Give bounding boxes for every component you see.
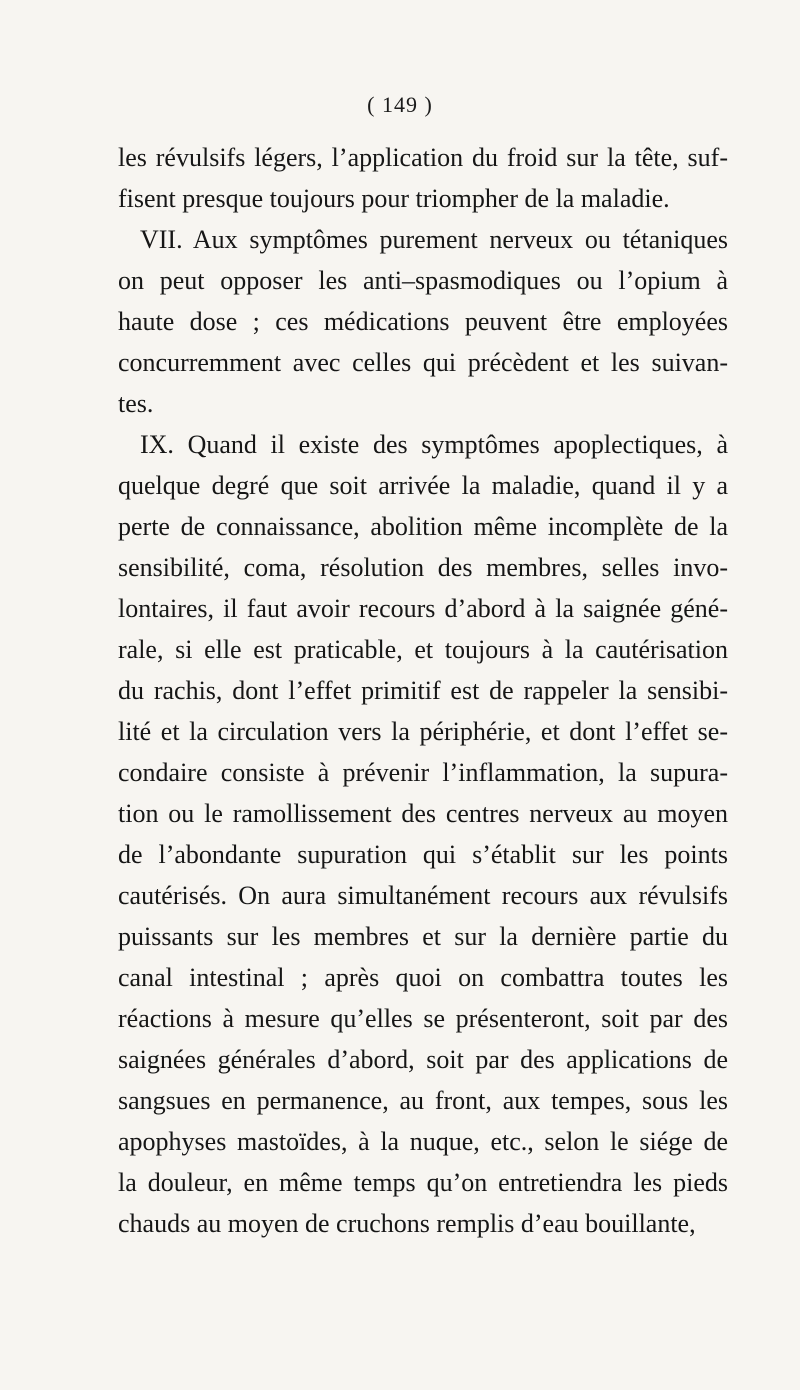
text-line: condaire consiste à prévenir l’inflammation, la supura-: [118, 758, 728, 787]
text-line: la douleur, en même temps qu’on entretiendra les pieds: [118, 1168, 728, 1197]
text-line: sangsues en permanence, au front, aux tempes, sous les: [118, 1086, 728, 1115]
text-line: haute dose ; ces médications peuvent être employées: [118, 307, 728, 336]
text-line: IX. Quand il existe des symptômes apoplectiques, à: [140, 430, 728, 459]
text-line: du rachis, dont l’effet primitif est de rappeler la sensibi-: [118, 676, 728, 705]
text-line: fisent presque toujours pour triompher de la maladie.: [118, 184, 670, 213]
text-line: on peut opposer les anti–spasmodiques ou l’opium à: [118, 266, 728, 295]
text-line: de l’abondante supuration qui s’établit sur les points: [118, 840, 728, 869]
text-line: lité et la circulation vers la périphérie, et dont l’effet se-: [118, 717, 728, 746]
text-line: canal intestinal ; après quoi on combattra toutes les: [118, 963, 728, 992]
text-line: lontaires, il faut avoir recours d’abord à la saignée géné-: [118, 594, 728, 623]
text-line: tion ou le ramollissement des centres nerveux au moyen: [118, 799, 728, 828]
text-line: rale, si elle est praticable, et toujours à la cautérisation: [118, 635, 728, 664]
text-line: tes.: [118, 389, 154, 418]
text-line: puissants sur les membres et sur la dernière partie du: [118, 922, 728, 951]
text-line: concurremment avec celles qui précèdent et les suivan-: [118, 348, 728, 377]
text-line: sensibilité, coma, résolution des membres, selles invo-: [118, 553, 728, 582]
text-line: réactions à mesure qu’elles se présenteront, soit par des: [118, 1004, 728, 1033]
body-text: [118, 137, 728, 1244]
text-line: apophyses mastoïdes, à la nuque, etc., selon le siége de: [118, 1127, 728, 1156]
text-line: chauds au moyen de cruchons remplis d’eau bouillante,: [118, 1209, 696, 1238]
text-line: quelque degré que soit arrivée la maladie, quand il y a: [118, 471, 728, 500]
text-line: VII. Aux symptômes purement nerveux ou tétaniques: [140, 225, 728, 254]
text-line: saignées générales d’abord, soit par des applications de: [118, 1045, 728, 1074]
text-line: perte de connaissance, abolition même incomplète de la: [118, 512, 728, 541]
page-number: ( 149 ): [367, 92, 433, 117]
text-line: cautérisés. On aura simultanément recours aux révulsifs: [118, 881, 728, 910]
text-line: les révulsifs légers, l’application du froid sur la tête, suf-: [118, 143, 728, 172]
